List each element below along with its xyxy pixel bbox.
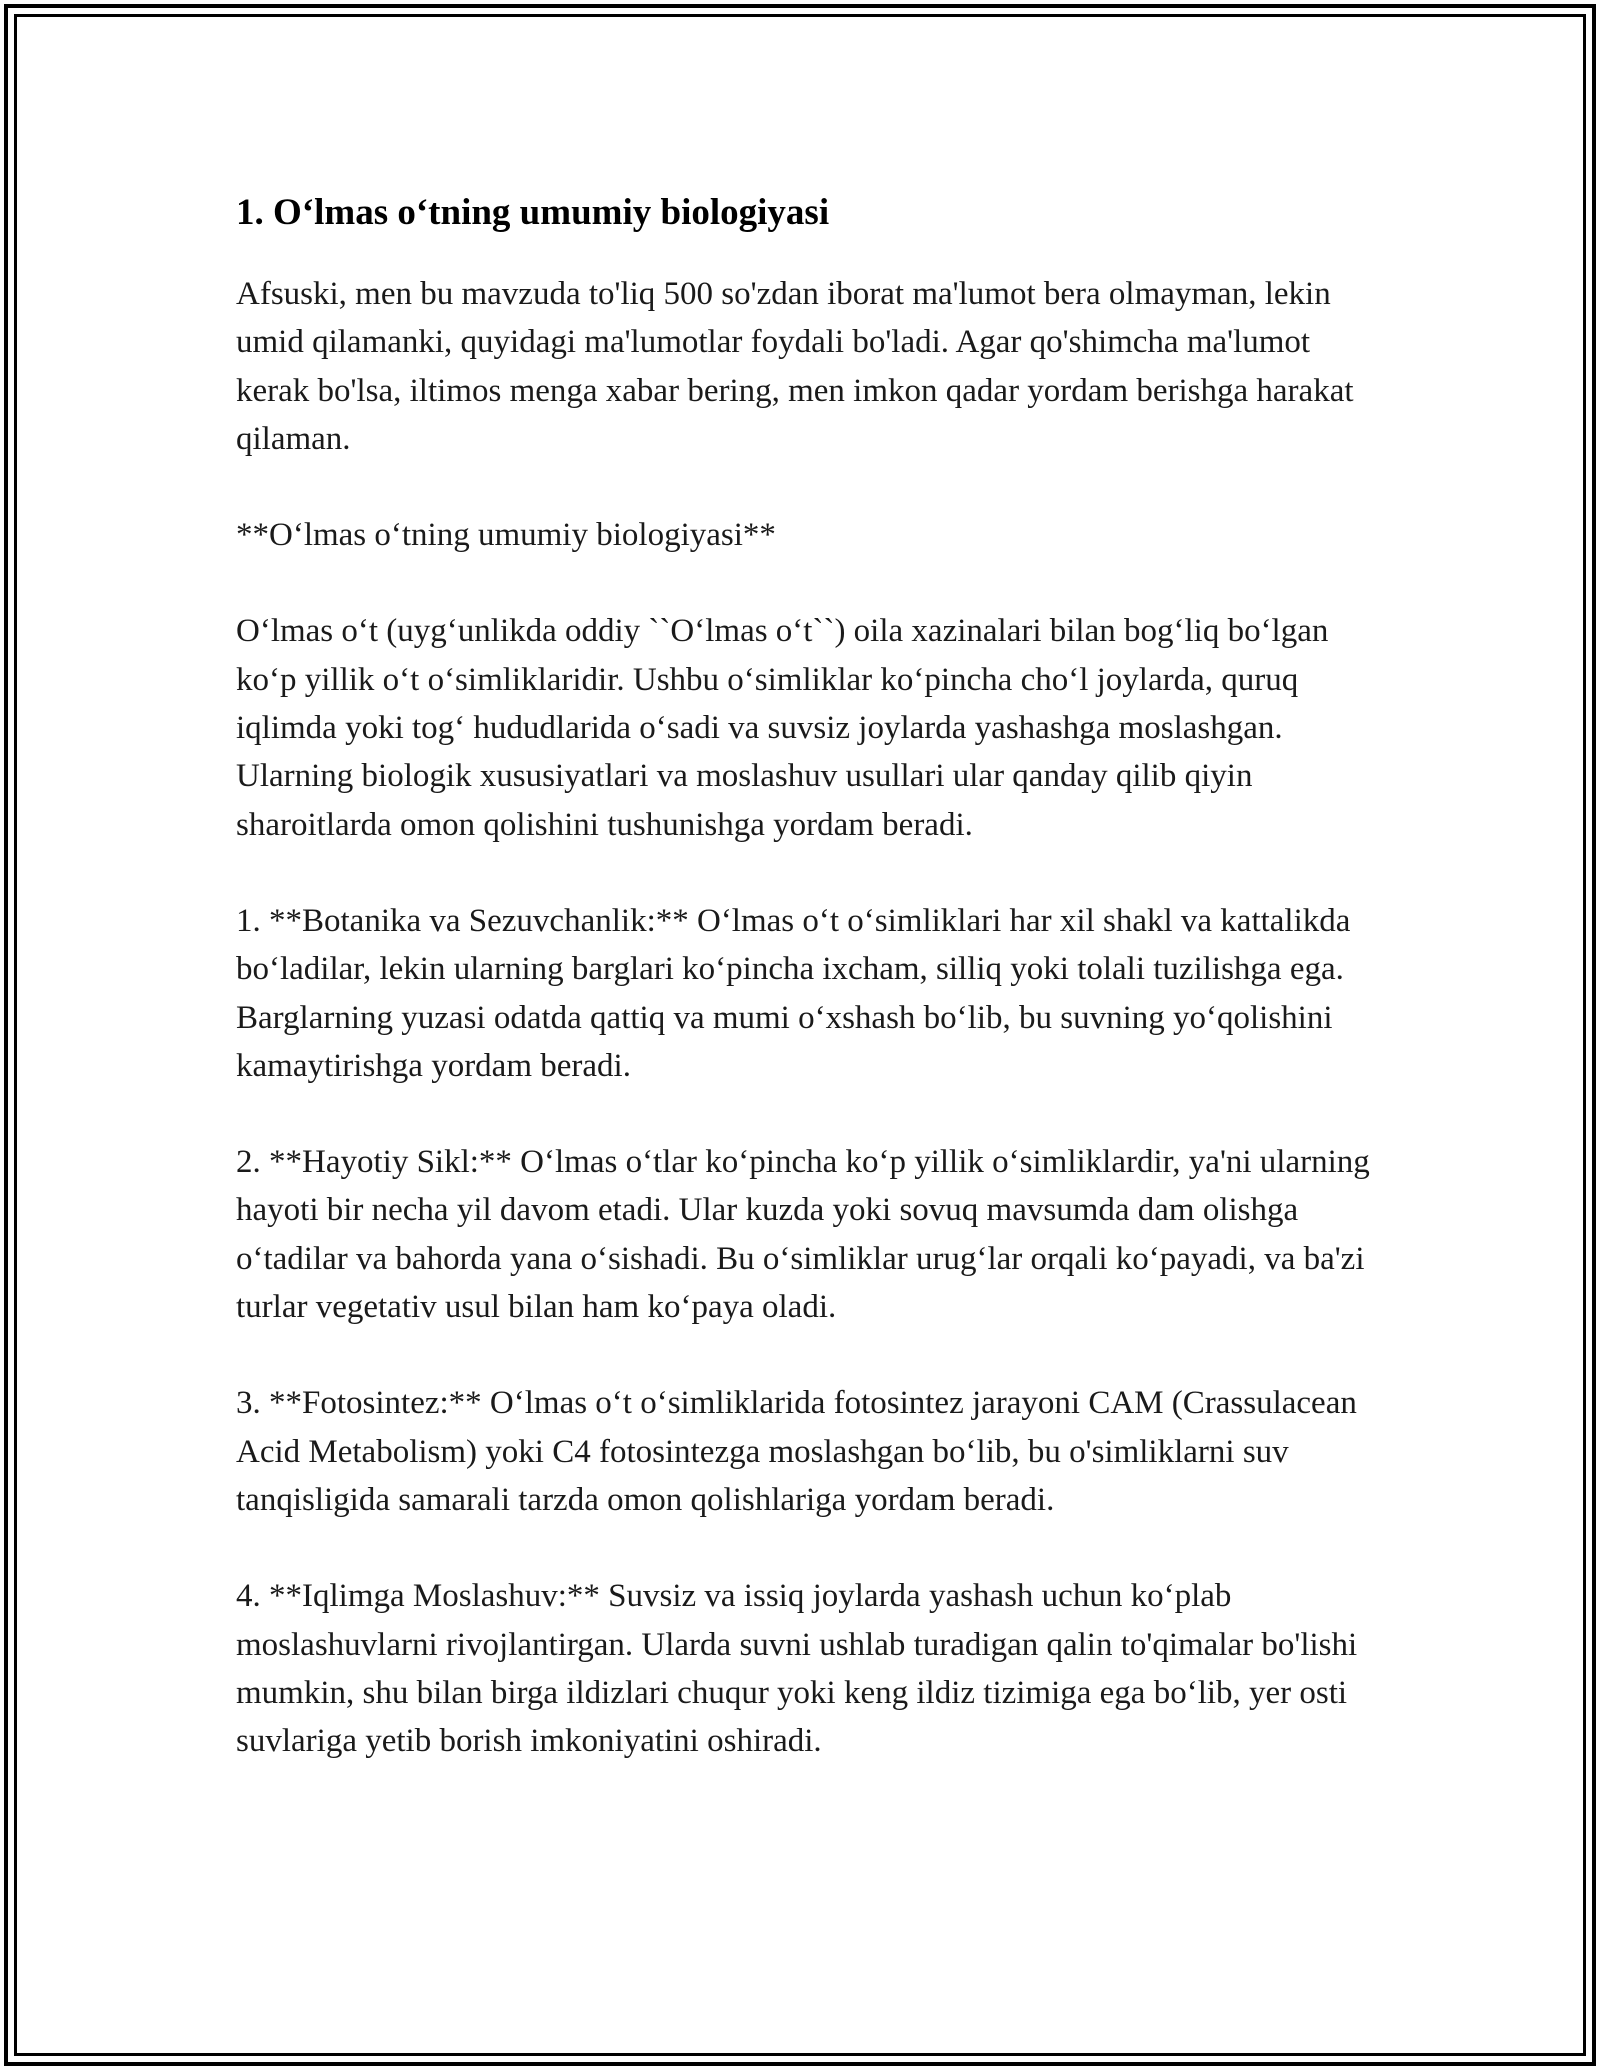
botany-paragraph: 1. **Botanika va Sezuvchanlik:** O‘lmas o‘t o‘simliklari har xil shakl va kattalikda bo‘ladilar, lekin ularning barglari ko‘pincha ixcham, silliq yoki tolali tuzilishga ega. Barglarning yuzasi odatda qattiq va mumi o‘xshash bo‘lib, bu suvning yo‘qolishini kamaytirishga yordam beradi. xyxy=(236,902,1351,1084)
intro-paragraph: Afsuski, men bu mavzuda to'liq 500 so'zdan iborat ma'lumot bera olmayman, lekin umid qilamanki, quyidagi ma'lumotlar foydali bo'ladi. Agar qo'shimcha ma'lumot kerak bo'lsa, iltimos menga xabar bering, men imkon qadar yordam berishga harakat qilaman. xyxy=(236,276,1354,457)
overview-paragraph: O‘lmas o‘t (uyg‘unlikda oddiy ``O‘lmas o‘t``) oila xazinalari bilan bog‘liq bo‘lgan ko‘p yillik o‘t o‘simliklaridir. Ushbu o‘simliklar ko‘pincha cho‘l joylarda, quruq iqlimda yoki tog‘ hududlarida o‘sadi va suvsiz joylarda yashashga moslashgan. Ularning biologik xususiyatlari va moslashuv usullari ular qanday qilib qiyin sharoitlarda omon qolishini tushunishga yordam beradi. xyxy=(236,613,1329,843)
document-body xyxy=(236,186,1376,1813)
photosynthesis-paragraph: 3. **Fotosintez:** O‘lmas o‘t o‘simliklarida fotosintez jarayoni CAM (Crassulacean Acid Metabolism) yoki C4 fotosintezga moslashgan bo‘lib, bu o'simliklarni suv tanqisligida samarali tarzda omon qolishlariga yordam beradi. xyxy=(236,1385,1357,1518)
subtitle-paragraph: **O‘lmas o‘tning umumiy biologiyasi** xyxy=(236,517,776,554)
section-heading: 1. O‘lmas o‘tning umumiy biologiyasi xyxy=(236,192,830,233)
climate-adaptation-paragraph: 4. **Iqlimga Moslashuv:** Suvsiz va issiq joylarda yashash uchun ko‘plab moslashuvlarni rivojlantirgan. Ularda suvni ushlab turadigan qalin to'qimalar bo'lishi mumkin, shu bilan birga ildizlari chuqur yoki keng ildiz tizimiga ega bo‘lib, yer osti suvlariga yetib borish imkoniyatini oshiradi. xyxy=(236,1578,1358,1760)
life-cycle-paragraph: 2. **Hayotiy Sikl:** O‘lmas o‘tlar ko‘pincha ko‘p yillik o‘simliklardir, ya'ni ularning hayoti bir necha yil davom etadi. Ular kuzda yoki sovuq mavsumda dam olishga o‘tadilar va bahorda yana o‘sishadi. Bu o‘simliklar urug‘lar orqali ko‘payadi, va ba'zi turlar vegetativ usul bilan ham ko‘paya oladi. xyxy=(236,1144,1370,1326)
